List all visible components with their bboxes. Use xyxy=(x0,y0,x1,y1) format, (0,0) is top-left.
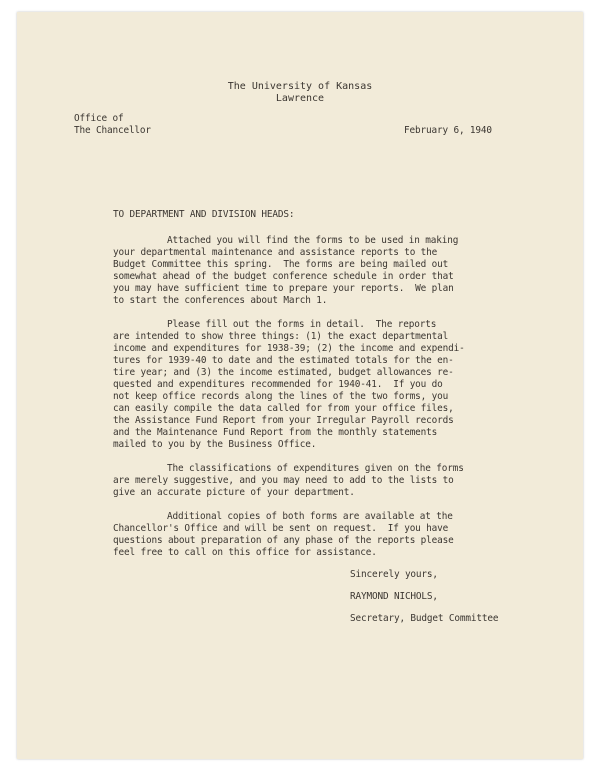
paragraph-2-line: and the Maintenance Fund Report from the monthly statements xyxy=(113,427,438,438)
sender-office-line2: The Chancellor xyxy=(74,125,151,136)
paragraph-2-line: not keep office records along the lines of the two forms, you xyxy=(113,391,449,402)
letter-page xyxy=(17,12,583,759)
paragraph-2-line: income and expenditures for 1938-39; (2) the income and expendi- xyxy=(113,343,465,354)
paragraph-2-line: tures for 1939-40 to date and the estimated totals for the en- xyxy=(113,355,454,366)
paragraph-4-line: Chancellor's Office and will be sent on request. If you have xyxy=(113,523,449,534)
paragraph-2-line: are intended to show three things: (1) the exact departmental xyxy=(113,331,449,342)
paragraph-1-line: your departmental maintenance and assistance reports to the xyxy=(113,247,438,258)
letter-date: February 6, 1940 xyxy=(404,125,492,136)
closing-signer-name: RAYMOND NICHOLS, xyxy=(350,591,438,602)
closing-valediction: Sincerely yours, xyxy=(350,569,438,580)
letterhead-city: Lawrence xyxy=(275,93,325,104)
paragraph-2-line: mailed to you by the Business Office. xyxy=(113,439,317,450)
paragraph-3-line: The classifications of expenditures given on the forms xyxy=(167,463,464,474)
paragraph-1-line: Budget Committee this spring. The forms are being mailed out xyxy=(113,259,449,270)
salutation: TO DEPARTMENT AND DIVISION HEADS: xyxy=(113,209,295,220)
paragraph-4-line: Additional copies of both forms are available at the xyxy=(167,511,453,522)
paragraph-4-line: questions about preparation of any phase of the reports please xyxy=(113,535,454,546)
paragraph-3-line: are merely suggestive, and you may need to add to the lists to xyxy=(113,475,454,486)
paragraph-2-line: quested and expenditures recommended for 1940-41. If you do xyxy=(113,379,443,390)
letterhead-university: The University of Kansas xyxy=(227,81,373,92)
paragraph-1-line: to start the conferences about March 1. xyxy=(113,295,328,306)
paragraph-3-line: give an accurate picture of your department. xyxy=(113,487,355,498)
closing-signer-title: Secretary, Budget Committee xyxy=(350,613,499,624)
paragraph-1-line: you may have sufficient time to prepare your reports. We plan xyxy=(113,283,454,294)
paragraph-2-line: can easily compile the data called for from your office files, xyxy=(113,403,454,414)
paragraph-2-line: the Assistance Fund Report from your Irregular Payroll records xyxy=(113,415,454,426)
paragraph-1-line: somewhat ahead of the budget conference schedule in order that xyxy=(113,271,454,282)
paragraph-2-line: tire year; and (3) the income estimated, budget allowances re- xyxy=(113,367,454,378)
sender-office-line1: Office of xyxy=(74,113,124,124)
paragraph-1-line: Attached you will find the forms to be used in making xyxy=(167,235,459,246)
paragraph-4-line: feel free to call on this office for assistance. xyxy=(113,547,377,558)
paragraph-2-line: Please fill out the forms in detail. The reports xyxy=(167,319,437,330)
